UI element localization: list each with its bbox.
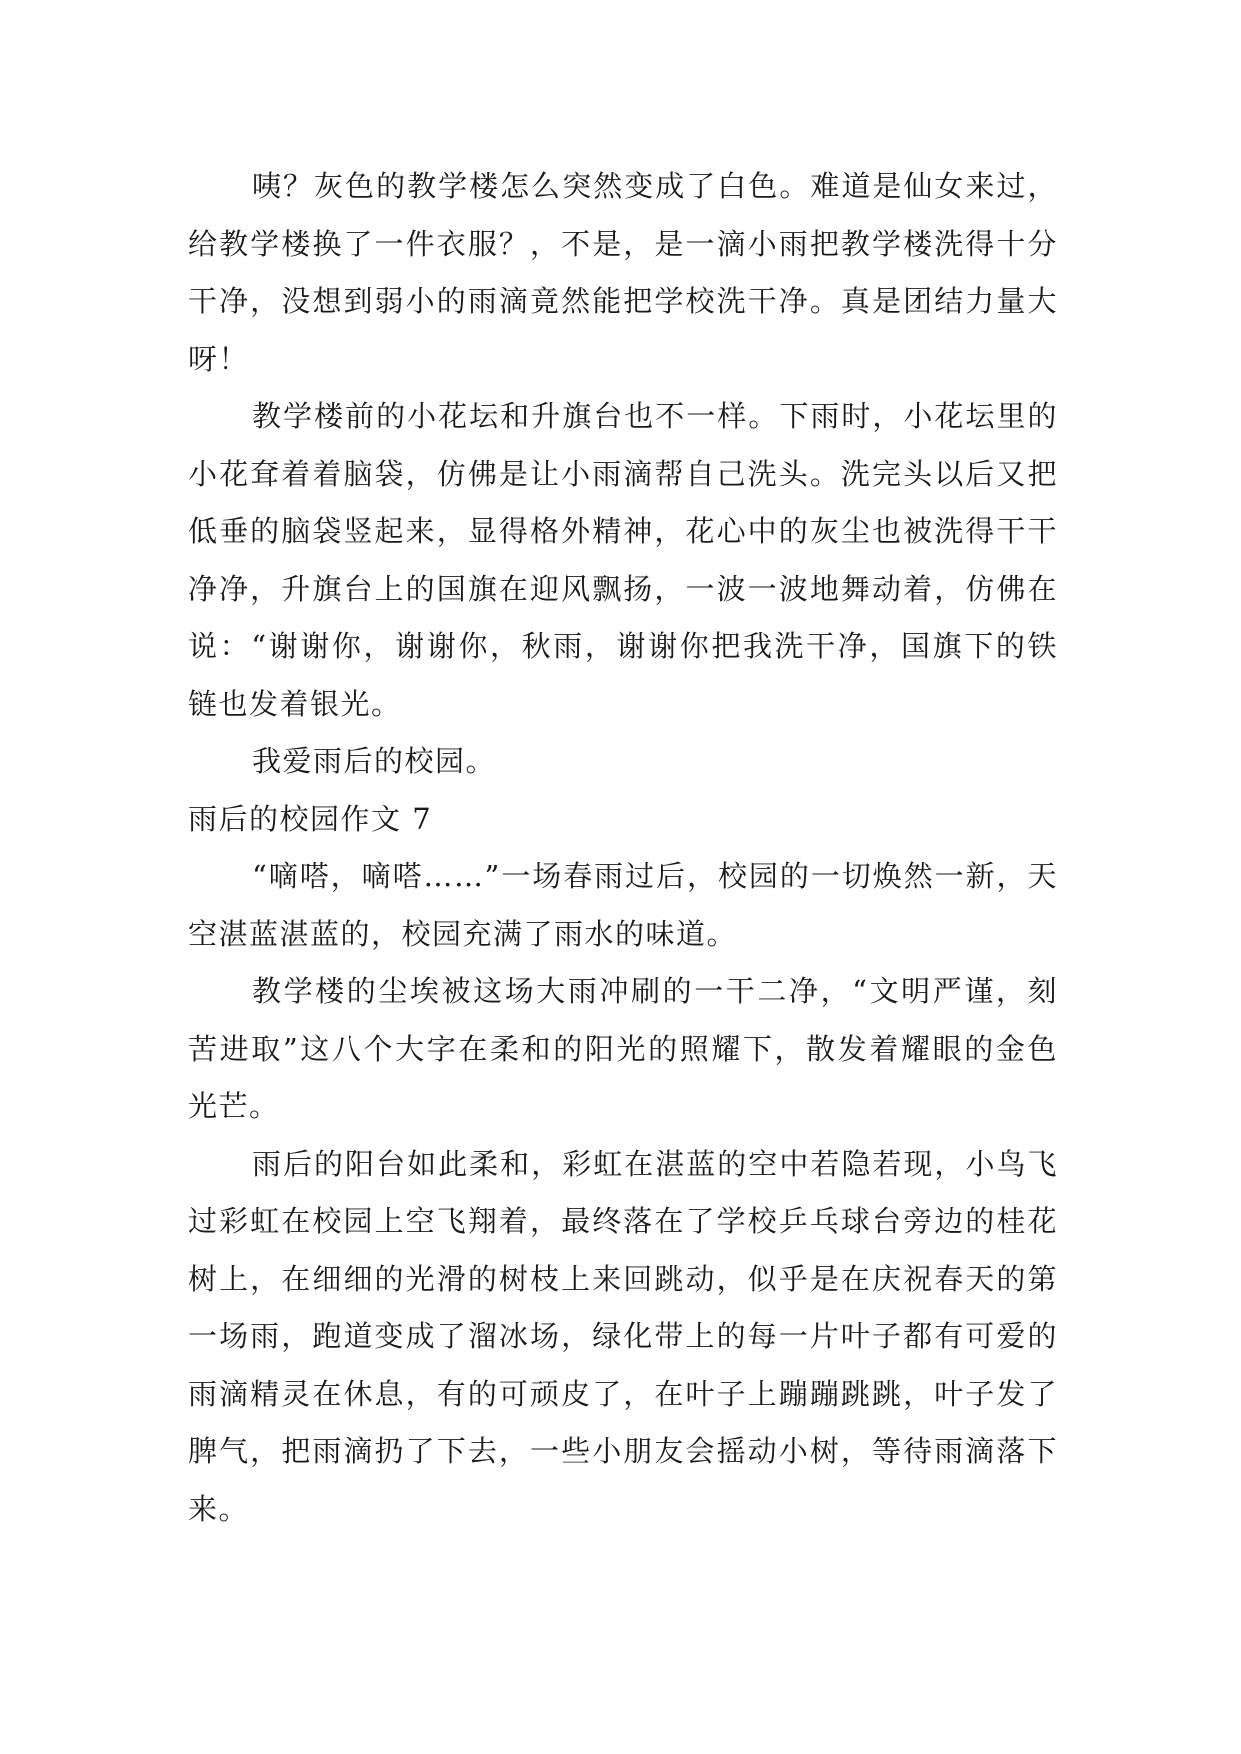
paragraph-3: 我爱雨后的校园。: [252, 744, 497, 778]
paragraph-2: 教学楼前的小花坛和升旗台也不一样。下雨时，小花坛里的小花耷着着脑袋，仿佛是让小雨滴帮自己洗头。洗完头以后又把低垂的脑袋竖起来，显得格外精神，花心中的灰尘也被洗得干干净净，升旗台上的国旗在迎风飘扬，一波一波地舞动着，仿佛在说：“谢谢你，谢谢你，秋雨，谢谢你把我洗干净，国旗下的铁链也发着银光。: [188, 399, 1058, 721]
paragraph-1: 咦？灰色的教学楼怎么突然变成了白色。难道是仙女来过，给教学楼换了一件衣服？，不是，是一滴小雨把教学楼洗得十分干净，没想到弱小的雨滴竟然能把学校洗干净。真是团结力量大呀！: [188, 169, 1058, 376]
document-body: [188, 158, 1058, 1538]
paragraph-4: “嘀嗒，嘀嗒……”一场春雨过后，校园的一切焕然一新，天空湛蓝湛蓝的，校园充满了雨水的味道。: [188, 859, 1058, 951]
section-title: 雨后的校园作文 7: [188, 801, 433, 836]
paragraph-5: 教学楼的尘埃被这场大雨冲刷的一干二净，“文明严谨，刻苦进取”这八个大字在柔和的阳光的照耀下，散发着耀眼的金色光芒。: [188, 974, 1058, 1123]
paragraph-6: 雨后的阳台如此柔和，彩虹在湛蓝的空中若隐若现，小鸟飞过彩虹在校园上空飞翔着，最终落在了学校乒乓球台旁边的桂花树上，在细细的光滑的树枝上来回跳动，似乎是在庆祝春天的第一场雨，跑道变成了溜冰场，绿化带上的每一片叶子都有可爱的雨滴精灵在休息，有的可顽皮了，在叶子上蹦蹦跳跳，叶子发了脾气，把雨滴扔了下去，一些小朋友会摇动小树，等待雨滴落下来。: [188, 1146, 1058, 1526]
